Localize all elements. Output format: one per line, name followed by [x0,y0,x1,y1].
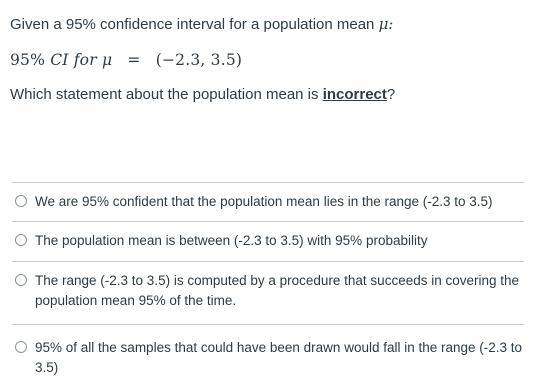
ci-equals: = [127,51,141,69]
question-prompt-text: Which statement about the population mean is [10,86,323,103]
radio-button-icon[interactable] [15,341,27,353]
answer-list [12,182,524,384]
ci-percent: 95% [10,51,46,69]
ci-abbrev: CI [50,51,69,69]
answer-option-4[interactable] [12,324,524,384]
answer-label: 95% of all the samples that could have been drawn would fall in the range (-2.3 to 3.5) [35,340,523,375]
ci-mu-symbol: μ [101,51,113,69]
question-prompt [10,85,525,105]
answer-label: The population mean is between (-2.3 to 3.5) with 95% probability [35,233,428,248]
answer-option-2[interactable] [12,221,524,261]
question-prompt-emphasis: incorrect [322,86,387,103]
answer-option-1[interactable] [12,182,524,221]
radio-button-icon[interactable] [15,234,27,246]
mu-symbol: μ: [378,15,394,33]
radio-button-icon[interactable] [15,195,27,207]
ci-for-word: for [73,51,97,69]
question-block [10,14,525,105]
question-prompt-end: ? [386,86,396,103]
confidence-interval-formula [10,49,525,71]
question-intro [10,14,525,35]
question-intro-text: Given a 95% confidence interval for a population mean [10,16,379,33]
radio-button-icon[interactable] [15,274,27,286]
ci-interval: (−2.3, 3.5) [155,51,243,69]
answer-label: The range (-2.3 to 3.5) is computed by a procedure that succeeds in covering the population mean 95% of the time. [35,273,520,308]
answer-label: We are 95% confident that the population mean lies in the range (-2.3 to 3.5) [35,194,493,209]
answer-option-3[interactable] [12,261,524,324]
